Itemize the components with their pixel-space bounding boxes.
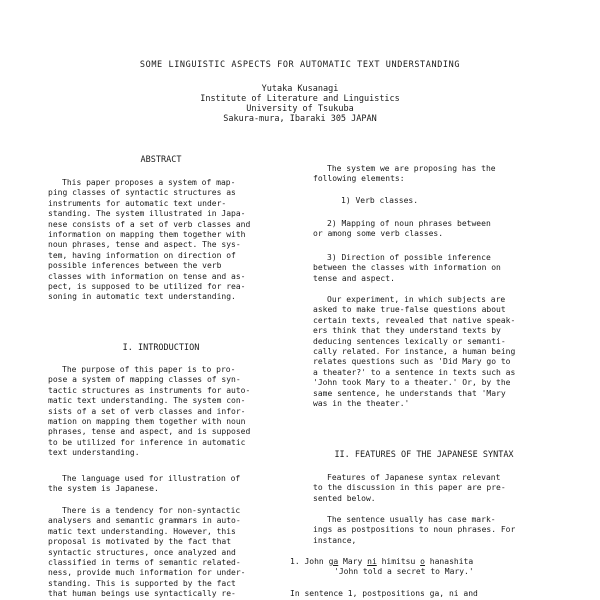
abstract-line: This paper proposes a system of map-: [62, 178, 236, 187]
list-item-3: [313, 253, 535, 284]
body-line: The system we are proposing has the: [327, 164, 496, 173]
example-particle: ga: [328, 557, 339, 566]
intro-paragraph-3: [48, 506, 274, 600]
case-marking-paragraph: [313, 515, 535, 546]
body-line: The sentence usually has case mark-: [327, 515, 496, 524]
intro-line: phrases, tense and aspect, and is supposed: [48, 427, 251, 437]
abstract-line: pect, is supposed to be utilized for rea-: [48, 282, 246, 292]
body-line: ings as postpositions to noun phrases. For: [313, 525, 516, 535]
abstract-line: possible inferences between the verb: [48, 261, 222, 271]
example-word: John: [304, 557, 324, 566]
intro-line: ness, provide much information for under-: [48, 568, 246, 578]
example-sentence: [290, 557, 540, 578]
abstract-line: information on mapping them together with: [48, 230, 246, 240]
intro-line: to be utilized for inference in automatic: [48, 437, 246, 447]
intro-heading: I. INTRODUCTION: [122, 343, 200, 353]
body-line: 3) Direction of possible inference: [327, 253, 491, 262]
abstract-line: ping classes of syntactic structures as: [48, 188, 236, 198]
body-line: tense and aspect.: [313, 273, 395, 283]
features-paragraph: [313, 473, 535, 504]
intro-line: matic text understanding. The system con-: [48, 396, 246, 406]
body-line: was in the theater.': [313, 399, 410, 409]
intro-line: syntactic structures, once analyzed and: [48, 547, 236, 557]
body-line: same sentence, he understands that 'Mary: [313, 388, 506, 398]
body-line: between the classes with information on: [313, 263, 501, 273]
body-line: certain texts, revealed that native speak-: [313, 315, 516, 325]
intro-line: mation on mapping them together with noun: [48, 417, 246, 427]
intro-line: pose a system of mapping classes of syn-: [48, 375, 241, 385]
body-line: Our experiment, in which subjects are: [327, 295, 506, 304]
body-line: ers think that they understand texts by: [313, 326, 501, 336]
body-line: or among some verb classes.: [313, 229, 444, 239]
example-word: hanashita: [429, 557, 474, 566]
example-particle: o: [420, 557, 425, 566]
body-line: a theater?' to a sentence in texts such as: [313, 367, 516, 377]
body-line: In sentence 1, postpositions ga, ni and: [290, 589, 478, 598]
intro-line: proposal is motivated by the fact that: [48, 537, 232, 547]
author-address: Sakura-mura, Ibaraki 305 JAPAN: [223, 114, 377, 124]
abstract-line: tem, having information on direction of: [48, 250, 236, 260]
abstract-line: noun phrases, tense and aspect. The sys-: [48, 240, 241, 250]
section-2-heading: II. FEATURES OF THE JAPANESE SYNTAX: [334, 450, 514, 460]
list-item-1: [313, 196, 535, 206]
example-gloss: 'John told a secret to Mary.': [334, 567, 474, 577]
body-line: instance,: [313, 535, 357, 545]
intro-line: tactic structures as instruments for auto-: [48, 385, 251, 395]
intro-line: There is a tendency for non-syntactic: [62, 506, 241, 515]
intro-line: that human beings use syntactically re-: [48, 589, 236, 599]
body-line: following elements:: [313, 174, 405, 184]
body-line: relates questions such as 'Did Mary go to: [313, 357, 511, 367]
example-word: Mary: [343, 557, 363, 566]
body-line: cally related. For instance, a human being: [313, 347, 516, 357]
intro-line: the system is Japanese.: [48, 484, 159, 494]
example-number: 1.: [290, 557, 300, 566]
example-particle: ni: [367, 557, 377, 566]
intro-paragraph-2: [48, 474, 274, 495]
intro-line: text understanding.: [48, 448, 140, 458]
intro-line: standing. This is supported by the fact: [48, 578, 236, 588]
body-line: 2) Mapping of noun phrases between: [327, 219, 491, 228]
intro-line: matic text understanding. However, this: [48, 526, 236, 536]
intro-line: The purpose of this paper is to pro-: [62, 365, 236, 374]
abstract-line: instruments for automatic text under-: [48, 198, 227, 208]
example-word: himitsu: [381, 557, 416, 566]
system-intro-paragraph: [313, 164, 535, 185]
author-affiliation: Institute of Literature and Linguistics: [200, 94, 400, 104]
author-university: University of Tsukuba: [246, 104, 354, 114]
sentence-1-paragraph: [290, 589, 540, 599]
abstract-line: nese consists of a set of verb classes and: [48, 219, 251, 229]
abstract-heading: ABSTRACT: [140, 155, 182, 165]
body-line: 'John took Mary to a theater.' Or, by the: [313, 378, 511, 388]
body-line: asked to make true-false questions about: [313, 305, 506, 315]
author-block: [0, 84, 600, 124]
body-line: deducing sentences lexically or semanti-: [313, 336, 506, 346]
intro-paragraph-1: [48, 365, 274, 459]
abstract-line: classes with information on tense and as-: [48, 271, 246, 281]
body-line: Features of Japanese syntax relevant: [327, 473, 501, 482]
intro-line: The language used for illustration of: [62, 474, 241, 483]
intro-line: sists of a set of verb classes and infor-: [48, 406, 246, 416]
experiment-paragraph: [313, 295, 535, 409]
list-item-2: [313, 219, 535, 240]
body-line: 1) Verb classes.: [341, 196, 419, 205]
example-line: [290, 557, 540, 567]
body-line: sented below.: [313, 493, 376, 503]
intro-line: analysers and semantic grammars in auto-: [48, 516, 241, 526]
abstract-paragraph: [48, 178, 274, 303]
paper-title: SOME LINGUISTIC ASPECTS FOR AUTOMATIC TEXT UNDERSTANDING: [139, 60, 461, 70]
body-line: to the discussion in this paper are pre-: [313, 483, 506, 493]
author-name: Yutaka Kusanagi: [261, 84, 339, 94]
abstract-line: standing. The system illustrated in Japa-: [48, 209, 246, 219]
abstract-line: soning in automatic text understanding.: [48, 292, 236, 302]
intro-line: classified in terms of semantic related-: [48, 558, 241, 568]
